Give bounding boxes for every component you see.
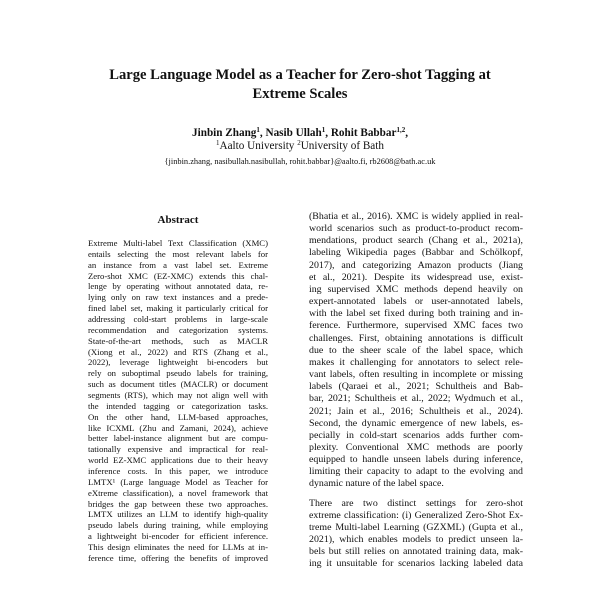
text-line: entails selecting the most relevant labels for [88,248,268,259]
text-line: eXtreme classification), a novel framework that [88,487,268,498]
author-name: Rohit Babbar [330,127,397,139]
text-line: pecially in cold-start scenarios adds further com- [309,429,523,441]
affiliation-mark: 1 [216,139,220,147]
author-emails: {jinbin.zhang, nasibullah.nasibullah, rohit.babbar}@aalto.fi, rb2608@bath.ac.uk [164,157,436,166]
text-line: This design eliminates the need for LLMs at in- [88,542,268,553]
abstract-heading: Abstract [157,214,199,226]
author-affiliation-mark: 1 [256,126,260,134]
paper-title-line-1: Large Language Model as a Teacher for Zero-shot Tagging at [109,67,491,83]
text-line: lying only on raw text instances and a prede- [88,292,268,303]
text-line: inference costs. In this paper, we introduce [88,466,268,477]
text-line: ing supervised XMC methods depend heavily on [309,283,523,295]
text-line: mendations, product search (Chang et al., 2021a), [309,235,523,247]
text-line: Zero-shot XMC (EZ-XMC) extends this chal- [88,270,268,281]
text-line: challenges. First, obtaining annotations is difficult [309,332,523,344]
text-line: plexity. Conventional XMC methods are poorly [309,441,523,453]
affiliation-name: University of Bath [300,140,384,152]
text-line: labeling Wikipedia pages (Babbar and Schölkopf, [309,247,523,259]
intro-body [309,211,523,571]
affiliation-mark: 2 [297,139,301,147]
text-line: expert-annotated labels or user-annotated labels, [309,296,523,308]
author-separator: , [325,127,331,139]
abstract-body [88,238,268,564]
text-line: world EZ-XMC applications due to their heavy [88,455,268,466]
text-line: vant labels, often resulting in incomplete or missing [309,369,523,381]
text-line: There are two distinct settings for zero-shot [309,497,523,509]
text-line: bels but still relies on annotated training data, mak- [309,546,523,558]
text-line: due to the sheer scale of the label space, which [309,344,523,356]
paper-title [60,66,540,104]
affiliation-list [60,139,540,153]
text-line: lenge by operating without annotated data, re- [88,281,268,292]
text-line: addressing cold-start problems in large-scale [88,314,268,325]
author-name: Jinbin Zhang [192,127,257,139]
text-line: an instance from a vast label set. Extreme [88,259,268,270]
text-line: bar, 2021; Schultheis et al., 2022; Wydmuch et al., [309,393,523,405]
author-affiliation-mark: 1 [321,126,326,134]
text-line: limiting their capacity to adapt to the evolving and [309,466,523,478]
text-line: like ICXML (Zhu and Zamani, 2024), achieve [88,422,268,433]
author-list [60,126,540,140]
text-line: ference. Furthermore, supervised XMC faces two [309,320,523,332]
text-line: LMTX¹ (Large language Model as Teacher for [88,476,268,487]
text-line: such as document titles (MACLR) or document [88,379,268,390]
author-separator: , [405,127,408,139]
text-line: extreme classification: (i) Generalized Zero-Shot Ex- [309,509,523,521]
text-line: 2021), which enables models to predict unseen la- [309,534,523,546]
author-name: Nasib Ullah [265,127,322,139]
text-line: ing it unsuitable for scenarios lacking labeled data [309,558,523,570]
text-line: fined label set, making it particularly critical for [88,303,268,314]
text-line: et al., 2021). Despite its widespread use, exist- [309,271,523,283]
text-line: world scenarios such as product-to-product recom- [309,223,523,235]
text-line: tationally expensive and impractical for real- [88,444,268,455]
text-line: bridges the gap between these two approaches. [88,498,268,509]
text-line: treme Multi-label Learning (GZXML) (Gupta et al., [309,521,523,533]
text-line: rely on suboptimal pseudo labels for training, [88,368,268,379]
text-line: 2017), and categorizing Amazon products (Jiang [309,259,523,271]
text-line: State-of-the-art methods, such as MACLR [88,335,268,346]
author-affiliation-mark: 1,2 [396,126,406,134]
text-line: Second, the dynamic emergence of new labels, es- [309,417,523,429]
text-line: pseudo labels during training, while employing [88,520,268,531]
text-line: makes it challenging for annotators to select rele- [309,356,523,368]
text-line: a lightweight bi-encoder for efficient inference. [88,531,268,542]
text-line: the intended tagging or categorization tasks. [88,400,268,411]
text-line: Extreme Multi-label Text Classification (XMC) [88,238,268,248]
text-line: recommendation and categorization systems. [88,324,268,335]
text-line: labels (Qaraei et al., 2021; Schultheis and Bab- [309,381,523,393]
text-line: segments (RTS), which may not align well with [88,390,268,401]
text-line: dynamic nature of the label space. [309,478,444,490]
text-line: ference time, offering the benefits of improved [88,552,268,563]
text-line: equipped to handle unseen labels during inference, [309,454,523,466]
author-separator: , [259,127,266,139]
text-line: 2022), leverage lightweight bi-encoders but [88,357,268,368]
text-line: On the other hand, LLM-based approaches, [88,411,268,422]
text-line: LMTX utilizes an LLM to identify high-quality [88,509,268,520]
affiliation-name: Aalto University [219,140,298,152]
paragraph-gap [309,491,523,498]
text-line: better label-instance alignment but are compu- [88,433,268,444]
text-line: with the label set fixed during both training and in- [309,308,523,320]
text-line: 2021; Jain et al., 2016; Schultheis et al., 2024). [309,405,523,417]
text-line: (Xiong et al., 2022) and RTS (Zhang et al., [88,346,268,357]
paper-title-line-2: Extreme Scales [252,86,348,102]
text-line: (Bhatia et al., 2016). XMC is widely applied in real- [309,211,523,222]
